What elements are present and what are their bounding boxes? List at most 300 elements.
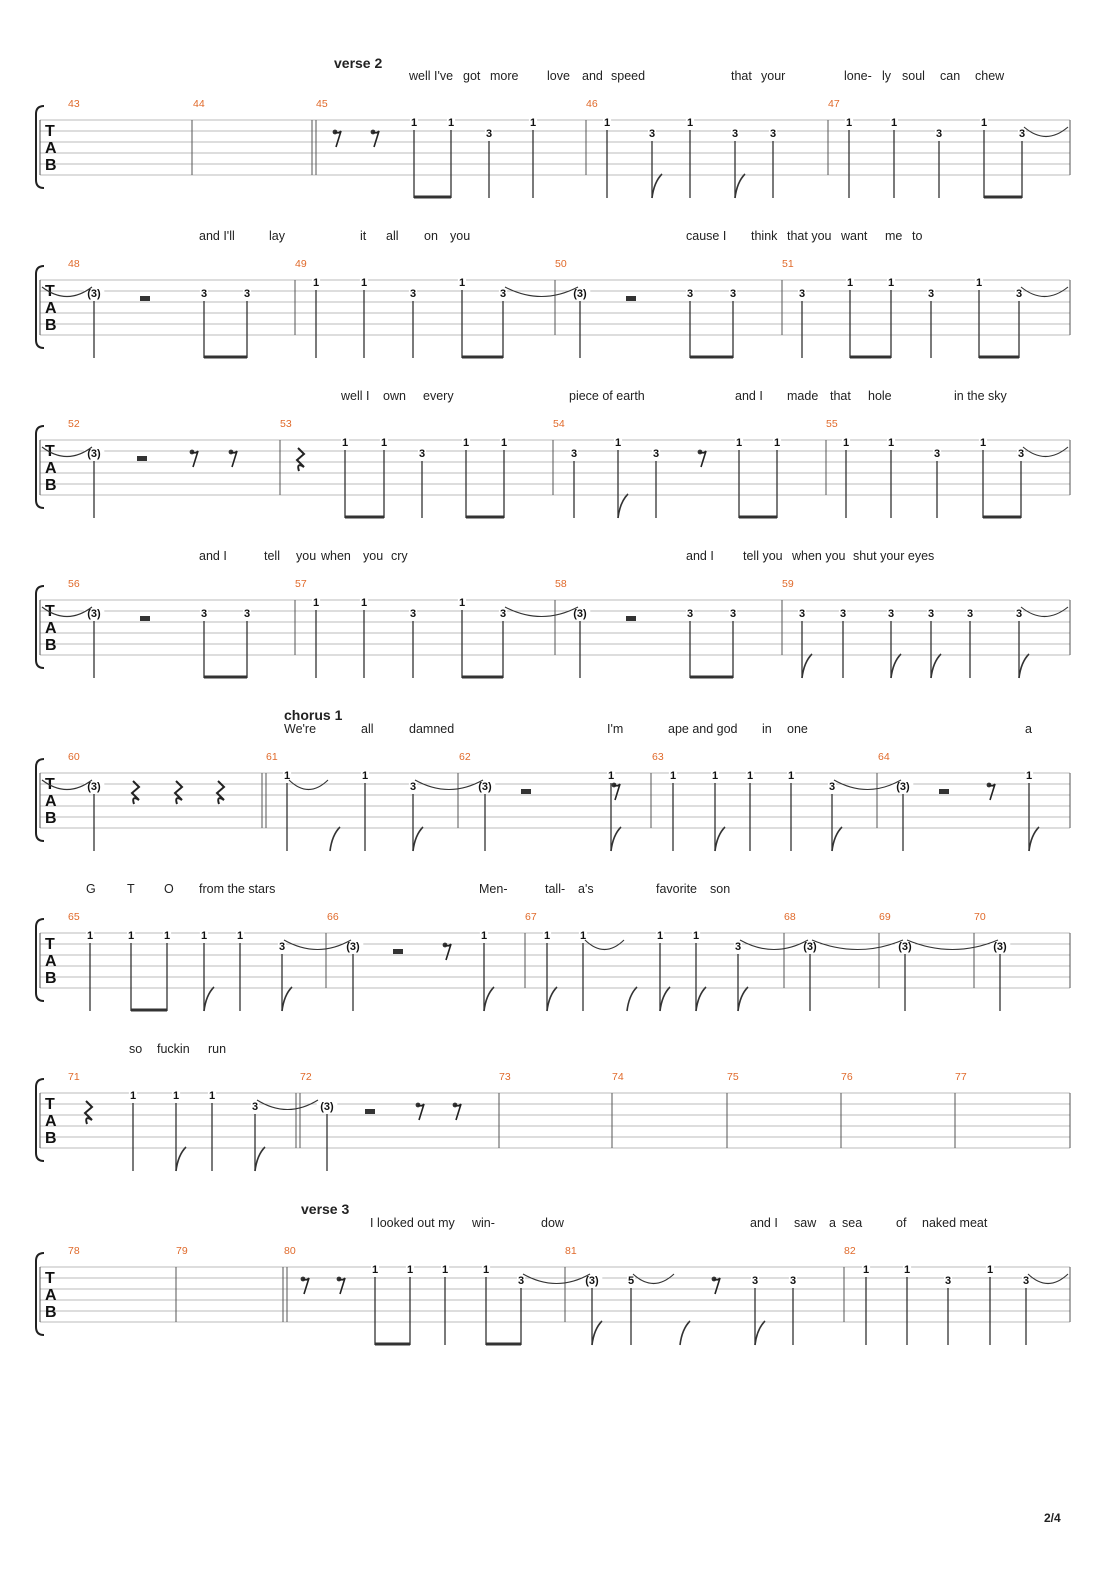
note-flag <box>652 174 662 198</box>
note-flag <box>547 987 557 1011</box>
measure-number: 63 <box>652 751 664 763</box>
measure-number: 54 <box>553 418 565 430</box>
fret-number: (3) <box>573 608 587 620</box>
tie-arc <box>415 780 483 790</box>
lyric-syllable: and I <box>750 1216 778 1230</box>
half-rest <box>626 616 636 621</box>
lyric-syllable: I'm <box>607 722 624 736</box>
measure-number: 44 <box>193 98 205 110</box>
fret-number: 1 <box>458 277 466 289</box>
fret-number: 1 <box>480 930 488 942</box>
lyric-syllable: and I <box>735 389 763 403</box>
note-flag <box>735 174 745 198</box>
fret-number: 1 <box>903 1264 911 1276</box>
fret-number: 1 <box>846 277 854 289</box>
lyric-syllable: that <box>830 389 851 403</box>
fret-number: (3) <box>478 781 492 793</box>
note-flag <box>738 987 748 1011</box>
measure-number: 82 <box>844 1245 856 1257</box>
note-flag <box>680 1321 690 1345</box>
fret-number: 3 <box>243 608 251 620</box>
lyric-syllable: We're <box>284 722 317 736</box>
lyric-syllable: win- <box>472 1216 495 1230</box>
lyric-syllable: think <box>751 229 778 243</box>
lyric-syllable: a's <box>578 882 594 896</box>
fret-number: (3) <box>898 941 912 953</box>
measure-number: 65 <box>68 911 80 923</box>
note-flag <box>592 1321 602 1345</box>
lyric-syllable: speed <box>611 69 646 83</box>
fret-number: 1 <box>200 930 208 942</box>
fret-number: (3) <box>993 941 1007 953</box>
lyric-syllable: made <box>787 389 819 403</box>
measure-number: 52 <box>68 418 80 430</box>
fret-number: 1 <box>482 1264 490 1276</box>
tie-arc <box>1024 127 1068 137</box>
note-flag <box>627 987 637 1011</box>
note-flag <box>832 827 842 851</box>
fret-number: 1 <box>669 770 677 782</box>
lyric-syllable: fuckin <box>157 1042 190 1056</box>
measure-number: 69 <box>879 911 891 923</box>
fret-number: 3 <box>1022 1275 1030 1287</box>
note-flag <box>413 827 423 851</box>
measure-number: 79 <box>176 1245 188 1257</box>
fret-number: 3 <box>729 288 737 300</box>
lyric-syllable: a <box>1025 722 1032 736</box>
measure-number: 64 <box>878 751 890 763</box>
fret-number: 1 <box>441 1264 449 1276</box>
measure-number: 76 <box>841 1071 853 1083</box>
fret-number: 1 <box>692 930 700 942</box>
tie-arc <box>505 287 578 297</box>
note-flag <box>282 987 292 1011</box>
lyric-syllable: a <box>829 1216 836 1230</box>
fret-number: 1 <box>686 117 694 129</box>
lyric-syllable: tell <box>264 549 280 563</box>
fret-number: 3 <box>499 608 507 620</box>
fret-number: 3 <box>798 608 806 620</box>
measure-number: 61 <box>266 751 278 763</box>
fret-number: 3 <box>734 941 742 953</box>
fret-number: 1 <box>529 117 537 129</box>
fret-number: 3 <box>251 1101 259 1113</box>
lyric-syllable: shut your eyes <box>853 549 935 563</box>
fret-number: 3 <box>839 608 847 620</box>
lyric-syllable: that you <box>787 229 832 243</box>
lyric-syllable: sea <box>842 1216 863 1230</box>
lyric-syllable: dow <box>541 1216 564 1230</box>
lyric-syllable: more <box>490 69 519 83</box>
fret-number: 1 <box>360 277 368 289</box>
lyric-syllable: run <box>208 1042 227 1056</box>
measure-number: 71 <box>68 1071 80 1083</box>
tie-arc <box>1028 1274 1068 1284</box>
measure-number: 58 <box>555 578 567 590</box>
fret-number: 3 <box>944 1275 952 1287</box>
measure-number: 49 <box>295 258 307 270</box>
section-title: verse 2 <box>334 55 383 71</box>
tab-clef-letter: B <box>45 157 57 174</box>
fret-number: 1 <box>360 597 368 609</box>
fret-number: 1 <box>462 437 470 449</box>
measure-number: 53 <box>280 418 292 430</box>
lyric-syllable: tell you <box>743 549 783 563</box>
tie-arc <box>289 780 328 790</box>
tie-arc <box>257 1100 318 1110</box>
fret-number: 3 <box>200 288 208 300</box>
fret-number: 1 <box>380 437 388 449</box>
fret-number: (3) <box>320 1101 334 1113</box>
tie-arc <box>523 1274 590 1284</box>
fret-number: 3 <box>485 128 493 140</box>
lyric-syllable: soul <box>902 69 925 83</box>
fret-number: 3 <box>517 1275 525 1287</box>
tie-arc <box>1023 447 1068 457</box>
half-rest <box>393 949 403 954</box>
fret-number: 3 <box>927 608 935 620</box>
measure-number: 45 <box>316 98 328 110</box>
lyric-syllable: and I <box>199 549 227 563</box>
half-rest <box>521 789 531 794</box>
tie-arc <box>284 940 351 950</box>
tab-clef-letter: B <box>45 970 57 987</box>
tab-clef-letter: B <box>45 637 57 654</box>
measure-number: 72 <box>300 1071 312 1083</box>
lyric-syllable: chew <box>975 69 1005 83</box>
tab-clef-letter: T <box>45 283 55 300</box>
note-flag <box>611 827 621 851</box>
measure-number: 80 <box>284 1245 296 1257</box>
lyric-syllable: in the sky <box>954 389 1007 403</box>
lyric-syllable: hole <box>868 389 892 403</box>
fret-number: 1 <box>773 437 781 449</box>
fret-number: (3) <box>87 448 101 460</box>
measure-number: 70 <box>974 911 986 923</box>
lyric-syllable: can <box>940 69 961 83</box>
tab-clef-letter: A <box>45 793 57 810</box>
measure-number: 78 <box>68 1245 80 1257</box>
fret-number: 1 <box>711 770 719 782</box>
fret-number: 1 <box>312 277 320 289</box>
note-flag <box>176 1147 186 1171</box>
fret-number: 1 <box>127 930 135 942</box>
fret-number: (3) <box>87 288 101 300</box>
fret-number: 1 <box>845 117 853 129</box>
fret-number: 3 <box>499 288 507 300</box>
page-number: 2/4 <box>1044 1511 1061 1525</box>
fret-number: (3) <box>346 941 360 953</box>
lyric-syllable: to <box>912 229 923 243</box>
lyric-syllable: got <box>463 69 481 83</box>
lyric-syllable: want <box>841 229 868 243</box>
note-flag <box>255 1147 265 1171</box>
lyric-syllable: you <box>363 549 384 563</box>
fret-number: 3 <box>200 608 208 620</box>
lyric-syllable: lay <box>269 229 285 243</box>
tab-clef-letter: T <box>45 603 55 620</box>
lyric-syllable: cause I <box>686 229 727 243</box>
note-flag <box>660 987 670 1011</box>
note-flag <box>696 987 706 1011</box>
lyric-syllable: saw <box>794 1216 817 1230</box>
fret-number: 3 <box>278 941 286 953</box>
lyric-syllable: love <box>547 69 570 83</box>
tie-arc <box>1021 287 1068 297</box>
tab-clef-letter: B <box>45 1130 57 1147</box>
measure-number: 46 <box>586 98 598 110</box>
half-rest <box>140 616 150 621</box>
fret-number: 1 <box>458 597 466 609</box>
fret-number: 3 <box>966 608 974 620</box>
fret-number: 1 <box>172 1090 180 1102</box>
half-rest <box>137 456 147 461</box>
fret-number: 1 <box>975 277 983 289</box>
fret-number: 3 <box>731 128 739 140</box>
lyric-syllable: damned <box>409 722 455 736</box>
lyric-syllable: Men- <box>479 882 508 896</box>
tie-arc <box>740 940 808 950</box>
measure-number: 56 <box>68 578 80 590</box>
fret-number: 3 <box>935 128 943 140</box>
tie-arc <box>633 1274 674 1284</box>
fret-number: 1 <box>312 597 320 609</box>
fret-number: 1 <box>410 117 418 129</box>
measure-number: 47 <box>828 98 840 110</box>
lyric-syllable: all <box>386 229 399 243</box>
note-flag <box>715 827 725 851</box>
measure-number: 43 <box>68 98 80 110</box>
fret-number: 3 <box>418 448 426 460</box>
measure-number: 68 <box>784 911 796 923</box>
tab-clef-letter: A <box>45 140 57 157</box>
section-title: verse 3 <box>301 1201 350 1217</box>
note-flag <box>330 827 340 851</box>
fret-number: 3 <box>570 448 578 460</box>
note-flag <box>891 654 901 678</box>
fret-number: 3 <box>1018 128 1026 140</box>
fret-number: 3 <box>769 128 777 140</box>
fret-number: 3 <box>927 288 935 300</box>
fret-number: 5 <box>627 1275 635 1287</box>
lyric-syllable: O <box>164 882 174 896</box>
fret-number: 1 <box>283 770 291 782</box>
fret-number: 1 <box>842 437 850 449</box>
lyric-syllable: you <box>450 229 471 243</box>
fret-number: 1 <box>447 117 455 129</box>
fret-number: (3) <box>87 608 101 620</box>
note-flag <box>802 654 812 678</box>
measure-number: 73 <box>499 1071 511 1083</box>
measure-number: 75 <box>727 1071 739 1083</box>
measure-number: 48 <box>68 258 80 270</box>
lyric-syllable: when <box>321 549 351 563</box>
note-flag <box>931 654 941 678</box>
fret-number: 1 <box>500 437 508 449</box>
lyric-syllable: piece of earth <box>569 389 645 403</box>
measure-number: 59 <box>782 578 794 590</box>
lyric-syllable: and I'll <box>199 229 235 243</box>
measure-number: 67 <box>525 911 537 923</box>
tab-clef-letter: B <box>45 810 57 827</box>
note-flag <box>618 494 628 518</box>
fret-number: 1 <box>787 770 795 782</box>
lyric-syllable: T <box>127 882 135 896</box>
lyric-syllable: son <box>710 882 731 896</box>
tie-arc <box>1021 607 1068 617</box>
fret-number: 3 <box>243 288 251 300</box>
fret-number: 1 <box>986 1264 994 1276</box>
fret-number: (3) <box>585 1275 599 1287</box>
fret-number: 3 <box>409 288 417 300</box>
tab-clef-letter: T <box>45 123 55 140</box>
fret-number: 3 <box>1017 448 1025 460</box>
lyric-syllable: every <box>423 389 454 403</box>
measure-number: 51 <box>782 258 794 270</box>
lyric-syllable: me <box>885 229 903 243</box>
lyric-syllable: favorite <box>656 882 697 896</box>
measure-number: 57 <box>295 578 307 590</box>
tab-clef-letter: A <box>45 460 57 477</box>
note-flag <box>1019 654 1029 678</box>
lyric-syllable: tall- <box>545 882 566 896</box>
measure-number: 50 <box>555 258 567 270</box>
tie-arc <box>812 940 903 950</box>
lyric-syllable: that <box>731 69 752 83</box>
tie-arc <box>585 940 624 950</box>
fret-number: 1 <box>236 930 244 942</box>
lyric-syllable: ly <box>882 69 892 83</box>
fret-number: (3) <box>87 781 101 793</box>
fret-number: 3 <box>1015 288 1023 300</box>
fret-number: 1 <box>980 117 988 129</box>
fret-number: 3 <box>887 608 895 620</box>
lyric-syllable: so <box>129 1042 143 1056</box>
tab-clef-letter: T <box>45 1270 55 1287</box>
note-flag <box>755 1321 765 1345</box>
tab-clef-letter: A <box>45 1113 57 1130</box>
section-title: chorus 1 <box>284 707 343 723</box>
fret-number: 3 <box>686 608 694 620</box>
measure-number: 55 <box>826 418 838 430</box>
lyric-syllable: lone- <box>844 69 872 83</box>
tab-clef-letter: A <box>45 300 57 317</box>
fret-number: 1 <box>979 437 987 449</box>
fret-number: 1 <box>746 770 754 782</box>
tab-clef-letter: B <box>45 1304 57 1321</box>
fret-number: (3) <box>896 781 910 793</box>
tab-clef-letter: T <box>45 936 55 953</box>
tie-arc <box>907 940 998 950</box>
fret-number: 1 <box>603 117 611 129</box>
lyric-syllable: in <box>762 722 772 736</box>
fret-number: 1 <box>406 1264 414 1276</box>
fret-number: 3 <box>686 288 694 300</box>
fret-number: 1 <box>862 1264 870 1276</box>
fret-number: 3 <box>1015 608 1023 620</box>
tab-clef-letter: T <box>45 1096 55 1113</box>
lyric-syllable: ape and god <box>668 722 738 736</box>
tie-arc <box>834 780 901 790</box>
fret-number: 1 <box>86 930 94 942</box>
fret-number: 1 <box>1025 770 1033 782</box>
lyric-syllable: well I <box>341 389 370 403</box>
fret-number: 3 <box>409 781 417 793</box>
fret-number: 3 <box>648 128 656 140</box>
fret-number: 1 <box>361 770 369 782</box>
lyric-syllable: naked meat <box>922 1216 988 1230</box>
lyric-syllable: when you <box>792 549 846 563</box>
half-rest <box>626 296 636 301</box>
lyric-syllable: G <box>86 882 96 896</box>
fret-number: 1 <box>163 930 171 942</box>
note-flag <box>484 987 494 1011</box>
lyric-syllable: of <box>896 1216 907 1230</box>
measure-number: 66 <box>327 911 339 923</box>
lyric-syllable: your <box>761 69 786 83</box>
tab-clef-letter: A <box>45 1287 57 1304</box>
fret-number: 1 <box>341 437 349 449</box>
lyric-syllable: it <box>360 229 367 243</box>
fret-number: 3 <box>652 448 660 460</box>
fret-number: 1 <box>735 437 743 449</box>
fret-number: 1 <box>887 437 895 449</box>
lyric-syllable: all <box>361 722 374 736</box>
lyric-syllable: from the stars <box>199 882 276 896</box>
measure-number: 74 <box>612 1071 624 1083</box>
lyric-syllable: cry <box>391 549 408 563</box>
tab-clef-letter: T <box>45 776 55 793</box>
fret-number: 3 <box>789 1275 797 1287</box>
lyric-syllable: and <box>582 69 603 83</box>
fret-number: 3 <box>729 608 737 620</box>
measure-number: 60 <box>68 751 80 763</box>
fret-number: 1 <box>371 1264 379 1276</box>
fret-number: 1 <box>887 277 895 289</box>
tab-clef-letter: A <box>45 620 57 637</box>
tab-clef-letter: T <box>45 443 55 460</box>
note-flag <box>204 987 214 1011</box>
fret-number: 3 <box>933 448 941 460</box>
fret-number: 3 <box>409 608 417 620</box>
fret-number: 1 <box>129 1090 137 1102</box>
fret-number: 1 <box>614 437 622 449</box>
half-rest <box>365 1109 375 1114</box>
lyric-syllable: and I <box>686 549 714 563</box>
note-flag <box>1029 827 1039 851</box>
tab-clef-letter: A <box>45 953 57 970</box>
lyric-syllable: on <box>424 229 438 243</box>
lyric-syllable: you <box>296 549 317 563</box>
tie-arc <box>505 607 578 617</box>
fret-number: 1 <box>543 930 551 942</box>
fret-number: 3 <box>751 1275 759 1287</box>
fret-number: 1 <box>607 770 615 782</box>
measure-number: 77 <box>955 1071 967 1083</box>
tab-clef-letter: B <box>45 317 57 334</box>
half-rest <box>140 296 150 301</box>
measure-number: 62 <box>459 751 471 763</box>
fret-number: 1 <box>208 1090 216 1102</box>
fret-number: 1 <box>656 930 664 942</box>
fret-number: (3) <box>803 941 817 953</box>
lyric-syllable: I looked out my <box>370 1216 455 1230</box>
lyric-syllable: one <box>787 722 808 736</box>
half-rest <box>939 789 949 794</box>
tab-clef-letter: B <box>45 477 57 494</box>
fret-number: 3 <box>828 781 836 793</box>
lyric-syllable: own <box>383 389 406 403</box>
